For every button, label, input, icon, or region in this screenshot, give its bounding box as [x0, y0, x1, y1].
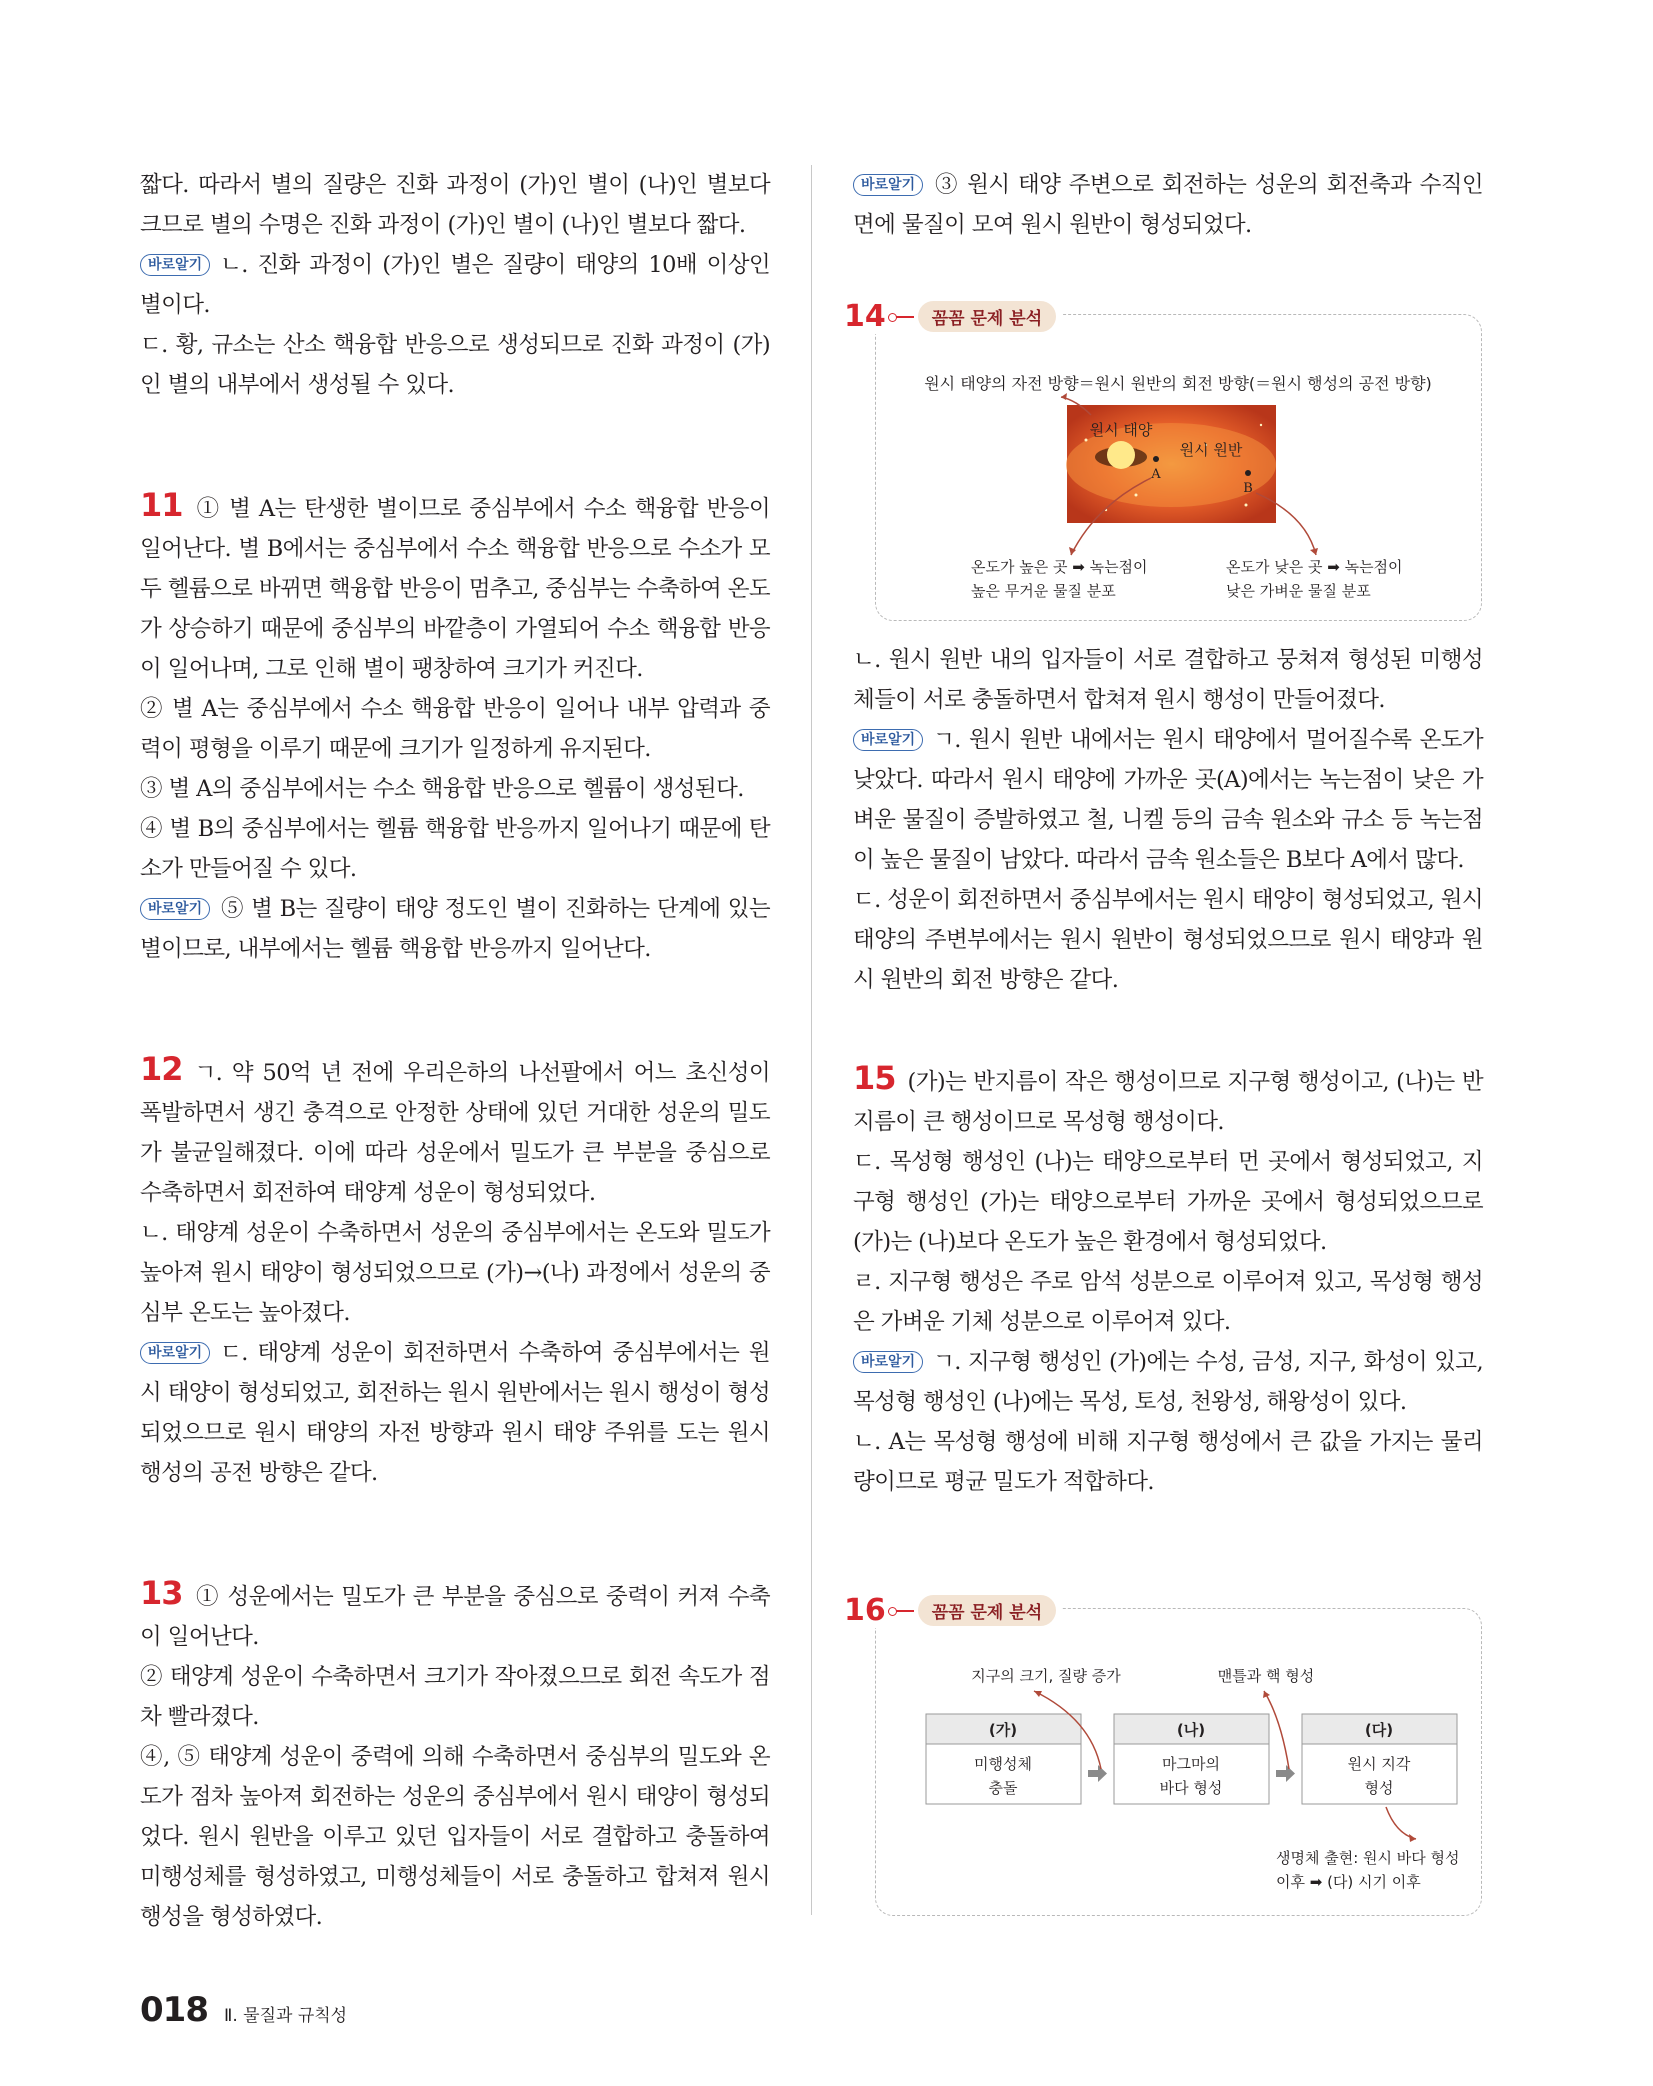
proto-sun-icon — [1107, 441, 1135, 469]
intro-paragraph: 짧다. 따라서 별의 질량은 진화 과정이 (가)인 별이 (나)인 별보다 크므로 별의 수명은 진화 과정이 (가)인 별이 (나)인 별보다 짧다. — [140, 172, 770, 238]
svg-text:충돌: 충돌 — [988, 1779, 1018, 1797]
svg-text:온도가 높은 곳 ➡ 녹는점이: 온도가 높은 곳 ➡ 녹는점이 — [971, 558, 1148, 576]
question-number: 16 — [844, 1593, 886, 1628]
svg-text:지구의 크기, 질량 증가: 지구의 크기, 질량 증가 — [971, 1667, 1121, 1685]
section-title: Ⅱ. 물질과 규칙성 — [223, 2006, 348, 2026]
point-a-label: A — [1151, 467, 1161, 482]
svg-text:(다): (다) — [1364, 1721, 1394, 1739]
question-number: 14 — [844, 299, 886, 334]
correction-badge: 바로알기 — [853, 1351, 923, 1373]
question-13-paragraph: 13 ① 성운에서는 밀도가 큰 부분을 중심으로 중력이 커져 수축이 일어난다. — [140, 1574, 770, 1650]
analysis-pill: 꼼꼼 문제 분석 — [918, 1595, 1056, 1626]
correction-paragraph: 바로알기 ③ 원시 태양 주변으로 회전하는 성운의 회전축과 수직인 면에 물질이 모여 원시 원반이 형성되었다. — [853, 172, 1483, 238]
arrow-right-icon — [1088, 1765, 1107, 1782]
answer-paragraph: ㄴ. 태양계 성운이 수축하면서 성운의 중심부에서는 온도와 밀도가 높아져 원시 태양이 형성되었으므로 (가)→(나) 과정에서 성운의 중심부 온도는 높아졌다. — [140, 1220, 770, 1326]
svg-text:높은 무거운 물질 분포: 높은 무거운 물질 분포 — [971, 582, 1116, 600]
answer-paragraph: ④, ⑤ 태양계 성운이 중력에 의해 수축하면서 중심부의 밀도와 온도가 점차 높아져 회전하는 성운의 중심부에서 원시 태양이 형성되었다. 원시 원반을 이루고 있던 입자들이 서로 결합하고 충돌하여 미행성체를 형성하였고, 미행성체들이 서로 충돌하고 합쳐져 원시 행성을 형성하였다. — [140, 1744, 770, 1930]
answer-paragraph: ㄹ. 지구형 행성은 주로 암석 성분으로 이루어져 있고, 목성형 행성은 가벼운 기체 성분으로 이루어져 있다. — [853, 1269, 1483, 1335]
question-12-paragraph: 12 ㄱ. 약 50억 년 전에 우리은하의 나선팔에서 어느 초신성이 폭발하면서 생긴 충격으로 안정한 상태에 있던 거대한 성운의 밀도가 불균일해졌다. 이에 따라 성운에서 밀도가 큰 부분을 중심으로 수축하면서 회전하여 태양계 성운이 형성되었다. — [140, 1050, 770, 1206]
correction-paragraph: 바로알기 ㄱ. 지구형 행성인 (가)에는 수성, 금성, 지구, 화성이 있고, 목성형 행성인 (나)에는 목성, 토성, 천왕성, 해왕성이 있다. — [853, 1349, 1483, 1415]
earth-formation-diagram — [876, 1609, 1481, 1915]
left-column — [140, 165, 770, 1937]
svg-text:낮은 가벼운 물질 분포: 낮은 가벼운 물질 분포 — [1226, 582, 1371, 600]
top-caption: 원시 태양의 자전 방향＝원시 원반의 회전 방향(＝원시 행성의 공전 방향) — [924, 374, 1432, 393]
stage-box-na — [1114, 1714, 1269, 1804]
page-number: 018 — [140, 1990, 208, 2030]
svg-text:온도가 낮은 곳 ➡ 녹는점이: 온도가 낮은 곳 ➡ 녹는점이 — [1226, 558, 1403, 576]
svg-text:생명체 출현: 원시 바다 형성: 생명체 출현: 원시 바다 형성 — [1276, 1849, 1460, 1867]
question-number: 12 — [140, 1050, 183, 1088]
question-number: 15 — [853, 1059, 896, 1097]
answer-paragraph: ㄴ. A는 목성형 행성에 비해 지구형 행성에서 큰 값을 가지는 물리량이므로 평균 밀도가 적합하다. — [853, 1429, 1483, 1495]
answer-paragraph: ② 태양계 성운이 수축하면서 크기가 작아졌으므로 회전 속도가 점차 빨라졌다. — [140, 1664, 770, 1730]
question-15-paragraph: 15 (가)는 반지름이 작은 행성이므로 지구형 행성이고, (나)는 반지름이 큰 행성이므로 목성형 행성이다. — [853, 1059, 1483, 1135]
intro-paragraph: ㄷ. 황, 규소는 산소 핵융합 반응으로 생성되므로 진화 과정이 (가)인 별의 내부에서 생성될 수 있다. — [140, 332, 770, 398]
answer-paragraph: ③ 별 A의 중심부에서는 수소 핵융합 반응으로 헬륨이 생성된다. — [140, 776, 744, 802]
svg-text:바다 형성: 바다 형성 — [1159, 1779, 1223, 1797]
question-number: 13 — [140, 1574, 183, 1612]
svg-text:(나): (나) — [1176, 1721, 1206, 1739]
stage-box-da — [1302, 1714, 1457, 1804]
question-number: 11 — [140, 486, 183, 524]
answer-paragraph: ㄴ. 원시 원반 내의 입자들이 서로 결합하고 뭉쳐져 형성된 미행성체들이 서로 충돌하면서 합쳐져 원시 행성이 만들어졌다. — [853, 647, 1483, 713]
correction-paragraph: 바로알기 ㄴ. 진화 과정이 (가)인 별은 질량이 태양의 10배 이상인 별이다. — [140, 252, 770, 318]
right-column-middle — [853, 640, 1483, 1502]
right-column-top — [853, 165, 1483, 245]
svg-text:미행성체: 미행성체 — [974, 1755, 1032, 1773]
svg-text:원시 태양: 원시 태양 — [1089, 421, 1153, 439]
point-b-label: B — [1243, 481, 1253, 496]
answer-paragraph: ㄷ. 성운이 회전하면서 중심부에서는 원시 태양이 형성되었고, 원시 태양의 주변부에서는 원시 원반이 형성되었으므로 원시 태양과 원시 원반의 회전 방향은 같다. — [853, 887, 1483, 993]
svg-text:마그마의: 마그마의 — [1162, 1755, 1220, 1773]
analysis-box-16 — [844, 1593, 1482, 1916]
svg-text:(가): (가) — [988, 1721, 1018, 1739]
answer-paragraph: ② 별 A는 중심부에서 수소 핵융합 반응이 일어나 내부 압력과 중력이 평형을 이루기 때문에 크기가 일정하게 유지된다. — [140, 696, 770, 762]
svg-text:형성: 형성 — [1364, 1779, 1394, 1797]
correction-badge: 바로알기 — [853, 174, 923, 196]
analysis-pill: 꼼꼼 문제 분석 — [918, 301, 1056, 332]
correction-paragraph: 바로알기 ㄱ. 원시 원반 내에서는 원시 태양에서 멀어질수록 온도가 낮았다. 따라서 원시 태양에 가까운 곳(A)에서는 녹는점이 낮은 가벼운 물질이 증발하였고 철, 니켈 등의 금속 원소와 규소 등 녹는점이 높은 물질이 남았다. 따라서 금속 원소들은 B보다 A에서 많다. — [853, 727, 1483, 873]
stage-box-ga — [926, 1714, 1081, 1804]
correction-badge: 바로알기 — [140, 254, 210, 276]
correction-paragraph: 바로알기 ⑤ 별 B는 질량이 태양 정도인 별이 진화하는 단계에 있는 별이므로, 내부에서는 헬륨 핵융합 반응까지 일어난다. — [140, 896, 770, 962]
correction-paragraph: 바로알기 ㄷ. 태양계 성운이 회전하면서 수축하여 중심부에서는 원시 태양이 형성되었고, 회전하는 원시 원반에서는 원시 행성이 형성되었으므로 원시 태양의 자전 방향과 원시 태양 주위를 도는 원시 행성의 공전 방향은 같다. — [140, 1340, 770, 1486]
analysis-box-14 — [844, 299, 1482, 621]
answer-paragraph: ④ 별 B의 중심부에서는 헬륨 핵융합 반응까지 일어나기 때문에 탄소가 만들어질 수 있다. — [140, 816, 770, 882]
page-footer — [140, 1990, 347, 2030]
answer-paragraph: ㄷ. 목성형 행성인 (나)는 태양으로부터 먼 곳에서 형성되었고, 지구형 행성인 (가)는 태양으로부터 가까운 곳에서 형성되었으므로 (가)는 (나)보다 온도가 높은 환경에서 형성되었다. — [853, 1149, 1483, 1255]
correction-badge: 바로알기 — [853, 729, 923, 751]
svg-text:이후 ➡ (다) 시기 이후: 이후 ➡ (다) 시기 이후 — [1276, 1873, 1421, 1891]
arrow-right-icon — [1276, 1765, 1295, 1782]
svg-text:원시 원반: 원시 원반 — [1179, 441, 1243, 459]
question-11-paragraph: 11 ① 별 A는 탄생한 별이므로 중심부에서 수소 핵융합 반응이 일어난다. 별 B에서는 중심부에서 수소 핵융합 반응으로 수소가 모두 헬륨으로 바뀌면 핵융합 반응이 멈추고, 중심부는 수축하여 온도가 상승하기 때문에 중심부의 바깥층이 가열되어 수소 핵융합 반응이 일어나며, 그로 인해 별이 팽창하여 크기가 커진다. — [140, 486, 770, 682]
svg-text:원시 지각: 원시 지각 — [1347, 1755, 1411, 1773]
correction-badge: 바로알기 — [140, 1342, 210, 1364]
svg-text:맨틀과 핵 형성: 맨틀과 핵 형성 — [1217, 1667, 1315, 1685]
nebula-disk-diagram — [876, 315, 1481, 620]
correction-badge: 바로알기 — [140, 898, 210, 920]
column-divider — [811, 165, 812, 1915]
